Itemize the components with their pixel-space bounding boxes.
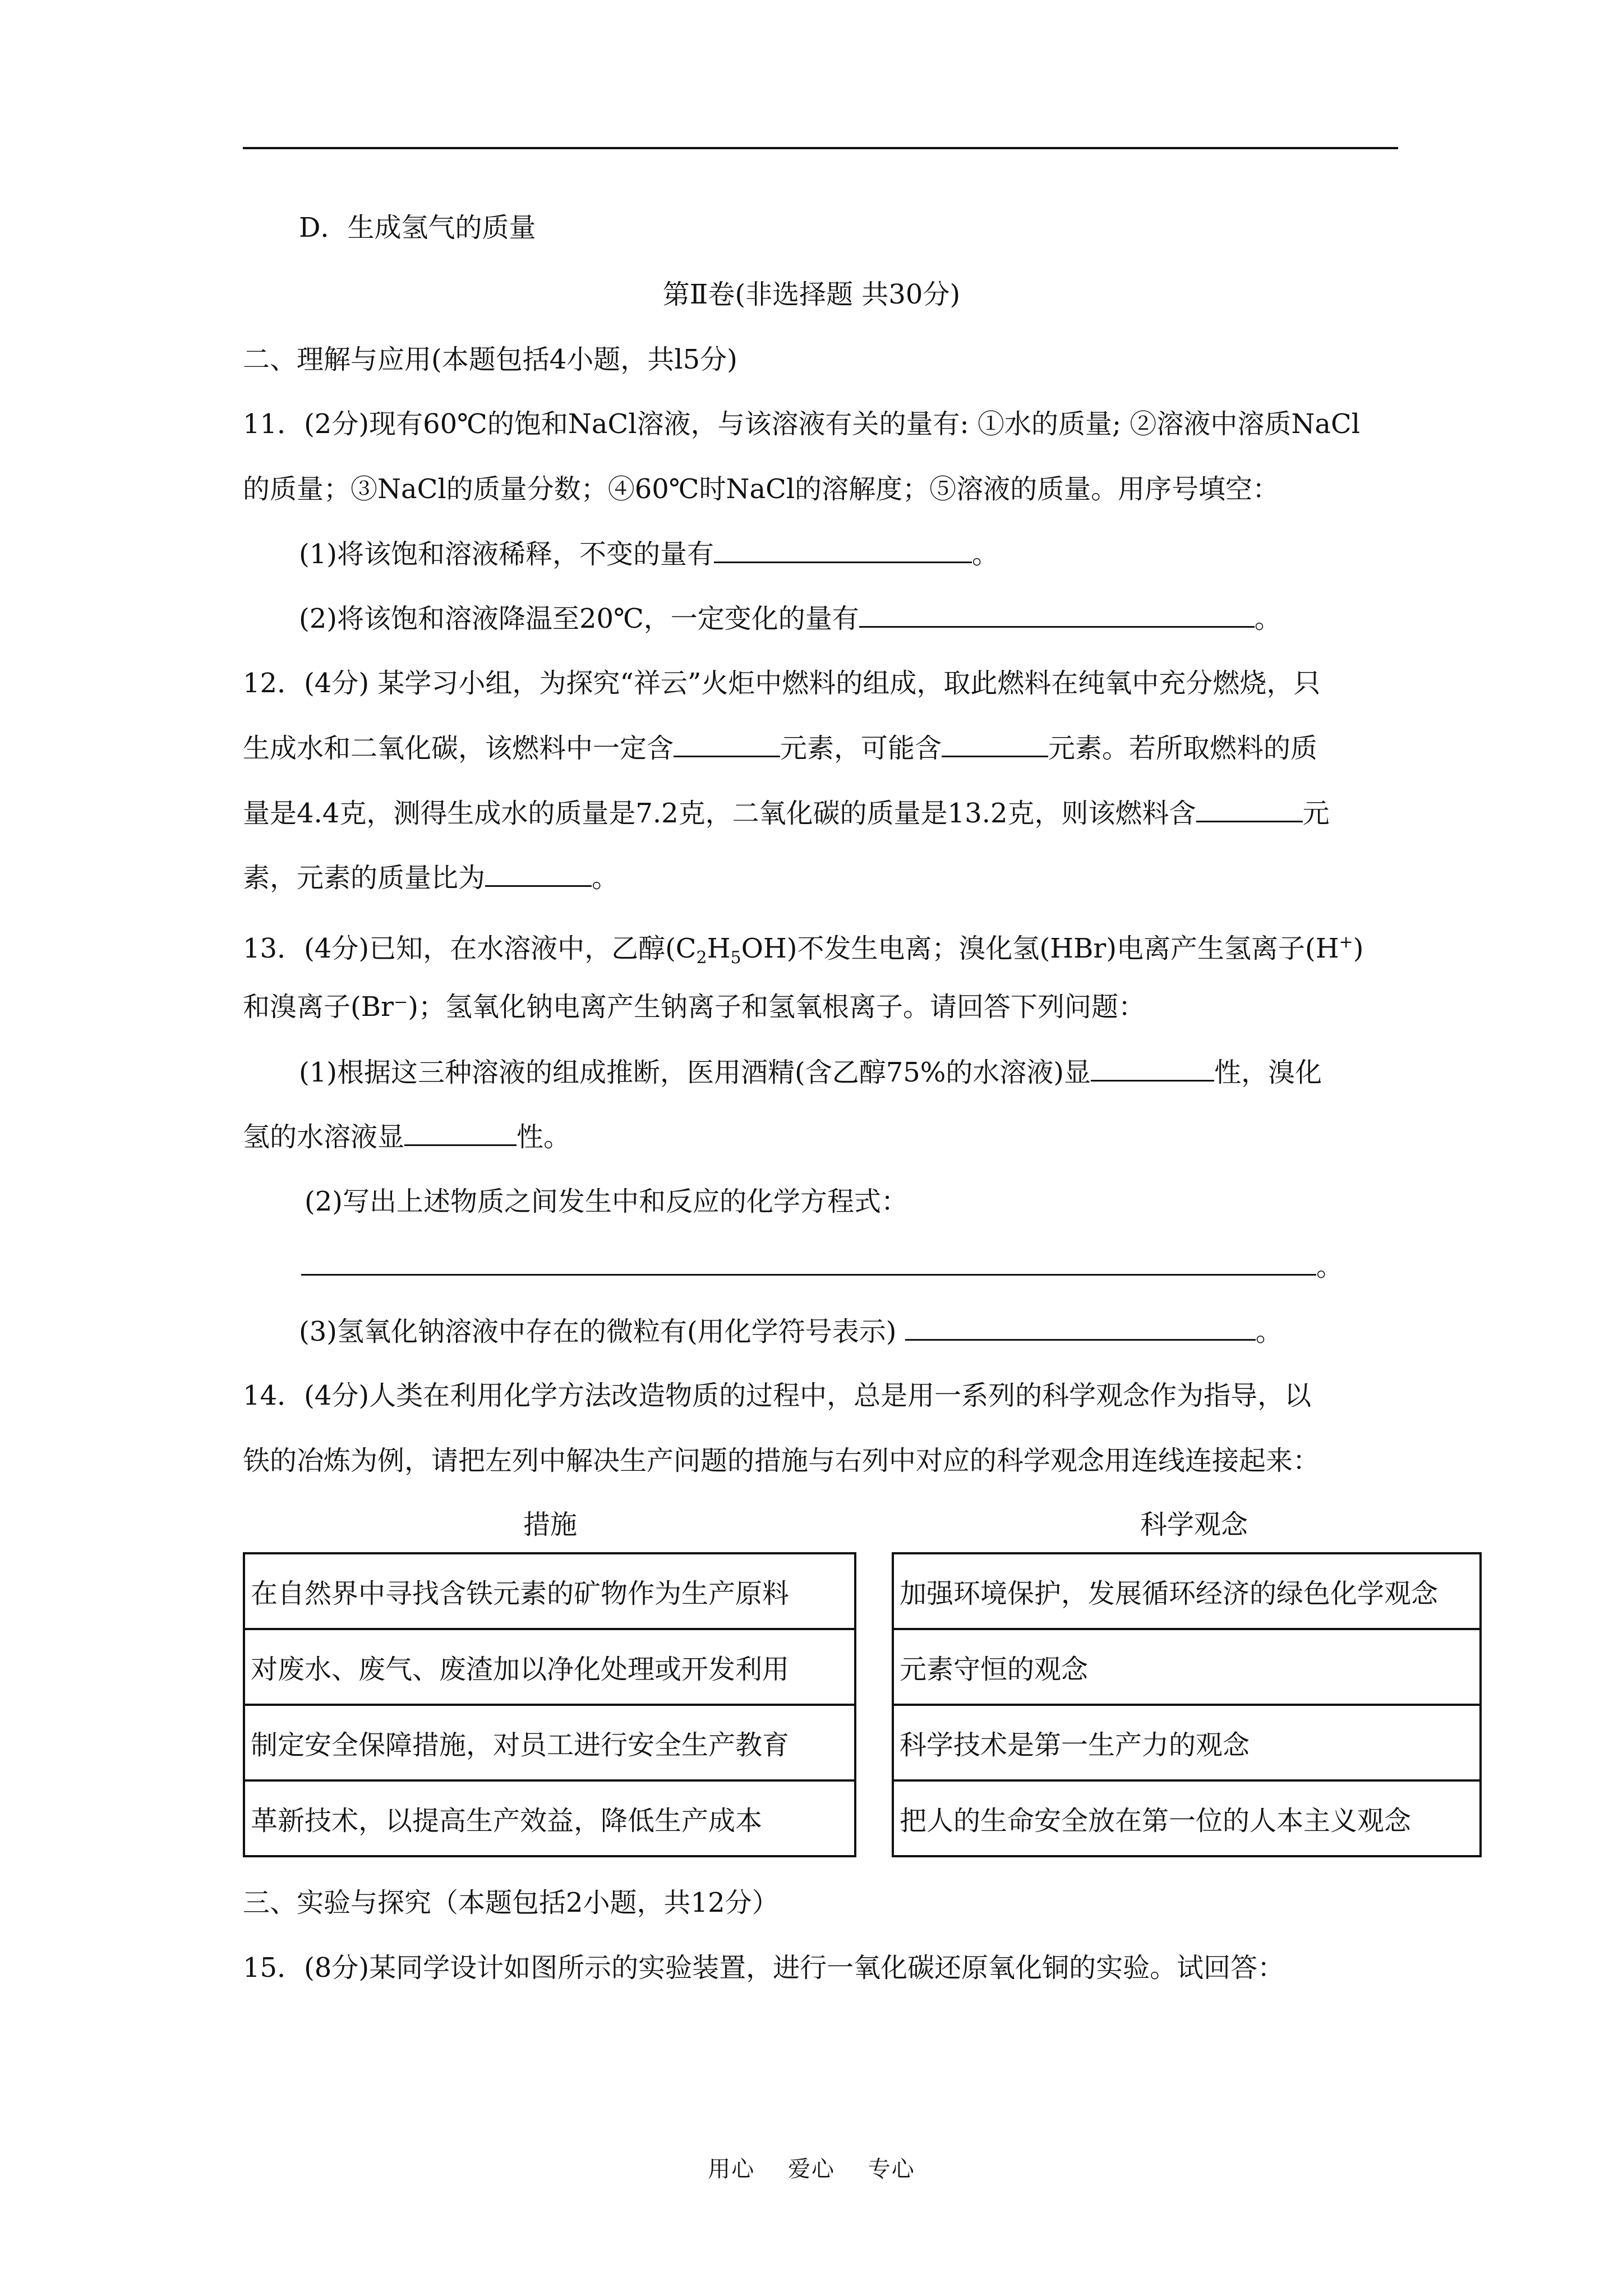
page-footer xyxy=(0,2151,1623,2183)
measure-item[interactable]: 革新技术，以提高生产效益，降低生产成本 xyxy=(244,1780,855,1856)
q11-line2: 的质量；③NaCl的质量分数；④60℃时NaCl的溶解度；⑤溶液的质量。用序号填空： xyxy=(243,473,1280,505)
part3-heading: 三、实验与探究（本题包括2小题，共12分） xyxy=(243,1887,779,1918)
q12-line3: 量是4.4克，测得生成水的质量是7.2克，二氧化碳的质量是13.2克，则该燃料含 元 xyxy=(243,795,1330,831)
q13-line1: 13．(4分)已知，在水溶液中，乙醇$(C_2H_5OH)$不发生电离；溴化氢(HBr)电离产生氢离子(H+) xyxy=(243,932,1364,968)
left-column-header: 措施 xyxy=(523,1509,578,1540)
q11-sub2: (2)将该饱和溶液降温至20℃，一定变化的量有 。 xyxy=(299,600,1281,637)
answer-blank[interactable] xyxy=(1091,1054,1214,1082)
q15-line1: 15．(8分)某同学设计如图所示的实验装置，进行一氧化碳还原氧化铜的实验。试回答： xyxy=(243,1952,1285,1984)
footer-word: 爱心 xyxy=(788,2156,835,2182)
q13-sub2: (2)写出上述物质之间发生中和反应的化学方程式： xyxy=(305,1186,908,1217)
measure-item[interactable]: 对废水、废气、废渣加以净化处理或开发利用 xyxy=(244,1629,855,1705)
q13-sub1: (1)根据这三种溶液的组成推断，医用酒精(含乙醇75%的水溶液)显 性，溴化 xyxy=(299,1054,1322,1091)
q12-line2: 生成水和二氧化碳，该燃料中一定含 元素，可能含 元素。若所取燃料的质 xyxy=(243,730,1317,766)
q12-line1: 12．(4分) 某学习小组，为探究“祥云”火炬中燃料的组成，取此燃料在纯氧中充分燃烧，只 xyxy=(243,668,1321,699)
q11-line1: 11．(2分)现有60℃的饱和NaCl溶液，与该溶液有关的量有: ①水的质量; ②溶液中溶质NaCl xyxy=(243,408,1361,440)
section-title: 第Ⅱ卷(非选择题 共30分) xyxy=(662,279,961,310)
answer-blank[interactable] xyxy=(859,600,1255,628)
answer-blank[interactable] xyxy=(1196,795,1303,822)
right-column-header: 科学观念 xyxy=(1140,1509,1248,1540)
q14-line1: 14．(4分)人类在利用化学方法改造物质的过程中，总是用一系列的科学观念作为指导，以 xyxy=(243,1380,1312,1411)
answer-blank[interactable] xyxy=(404,1119,517,1146)
footer-word: 专心 xyxy=(868,2156,915,2182)
q11-sub1: (1)将该饱和溶液稀释，不变的量有 。 xyxy=(299,536,999,572)
answer-blank[interactable] xyxy=(714,536,972,563)
footer-word: 用心 xyxy=(708,2156,755,2182)
concept-item[interactable]: 加强环境保护，发展循环经济的绿色化学观念 xyxy=(893,1553,1481,1629)
answer-blank[interactable] xyxy=(485,859,592,887)
q13-line2: 和溴离子(Br⁻)；氢氧化钠电离产生钠离子和氢氧根离子。请回答下列问题： xyxy=(243,991,1146,1023)
q13-sub2-answer: 。 xyxy=(301,1248,1343,1285)
answer-blank[interactable] xyxy=(905,1313,1256,1341)
q13-sub3: (3)氢氧化钠溶液中存在的微粒有(用化学符号表示) 。 xyxy=(299,1313,1283,1350)
concept-item[interactable]: 科学技术是第一生产力的观念 xyxy=(893,1705,1481,1780)
concept-item[interactable]: 元素守恒的观念 xyxy=(893,1629,1481,1705)
q13-sub1-cont: 氢的水溶液显 性。 xyxy=(243,1119,570,1155)
measure-item[interactable]: 制定安全保障措施，对员工进行安全生产教育 xyxy=(244,1705,855,1780)
answer-line[interactable] xyxy=(301,1248,1316,1276)
answer-blank[interactable] xyxy=(942,730,1048,757)
header-rule xyxy=(243,147,1398,149)
q14-line2: 铁的冶炼为例，请把左列中解决生产问题的措施与右列中对应的科学观念用连线连接起来： xyxy=(243,1445,1320,1476)
part2-heading: 二、理解与应用(本题包括4小题，共l5分) xyxy=(243,344,737,375)
answer-blank[interactable] xyxy=(674,730,780,757)
q12-line4: 素，元素的质量比为 。 xyxy=(243,859,619,896)
measures-table xyxy=(243,1552,856,1857)
measure-item[interactable]: 在自然界中寻找含铁元素的矿物作为生产原料 xyxy=(244,1553,855,1629)
concept-item[interactable]: 把人的生命安全放在第一位的人本主义观念 xyxy=(893,1780,1481,1856)
option-d: D．生成氢气的质量 xyxy=(299,212,536,243)
concepts-table xyxy=(892,1552,1482,1857)
